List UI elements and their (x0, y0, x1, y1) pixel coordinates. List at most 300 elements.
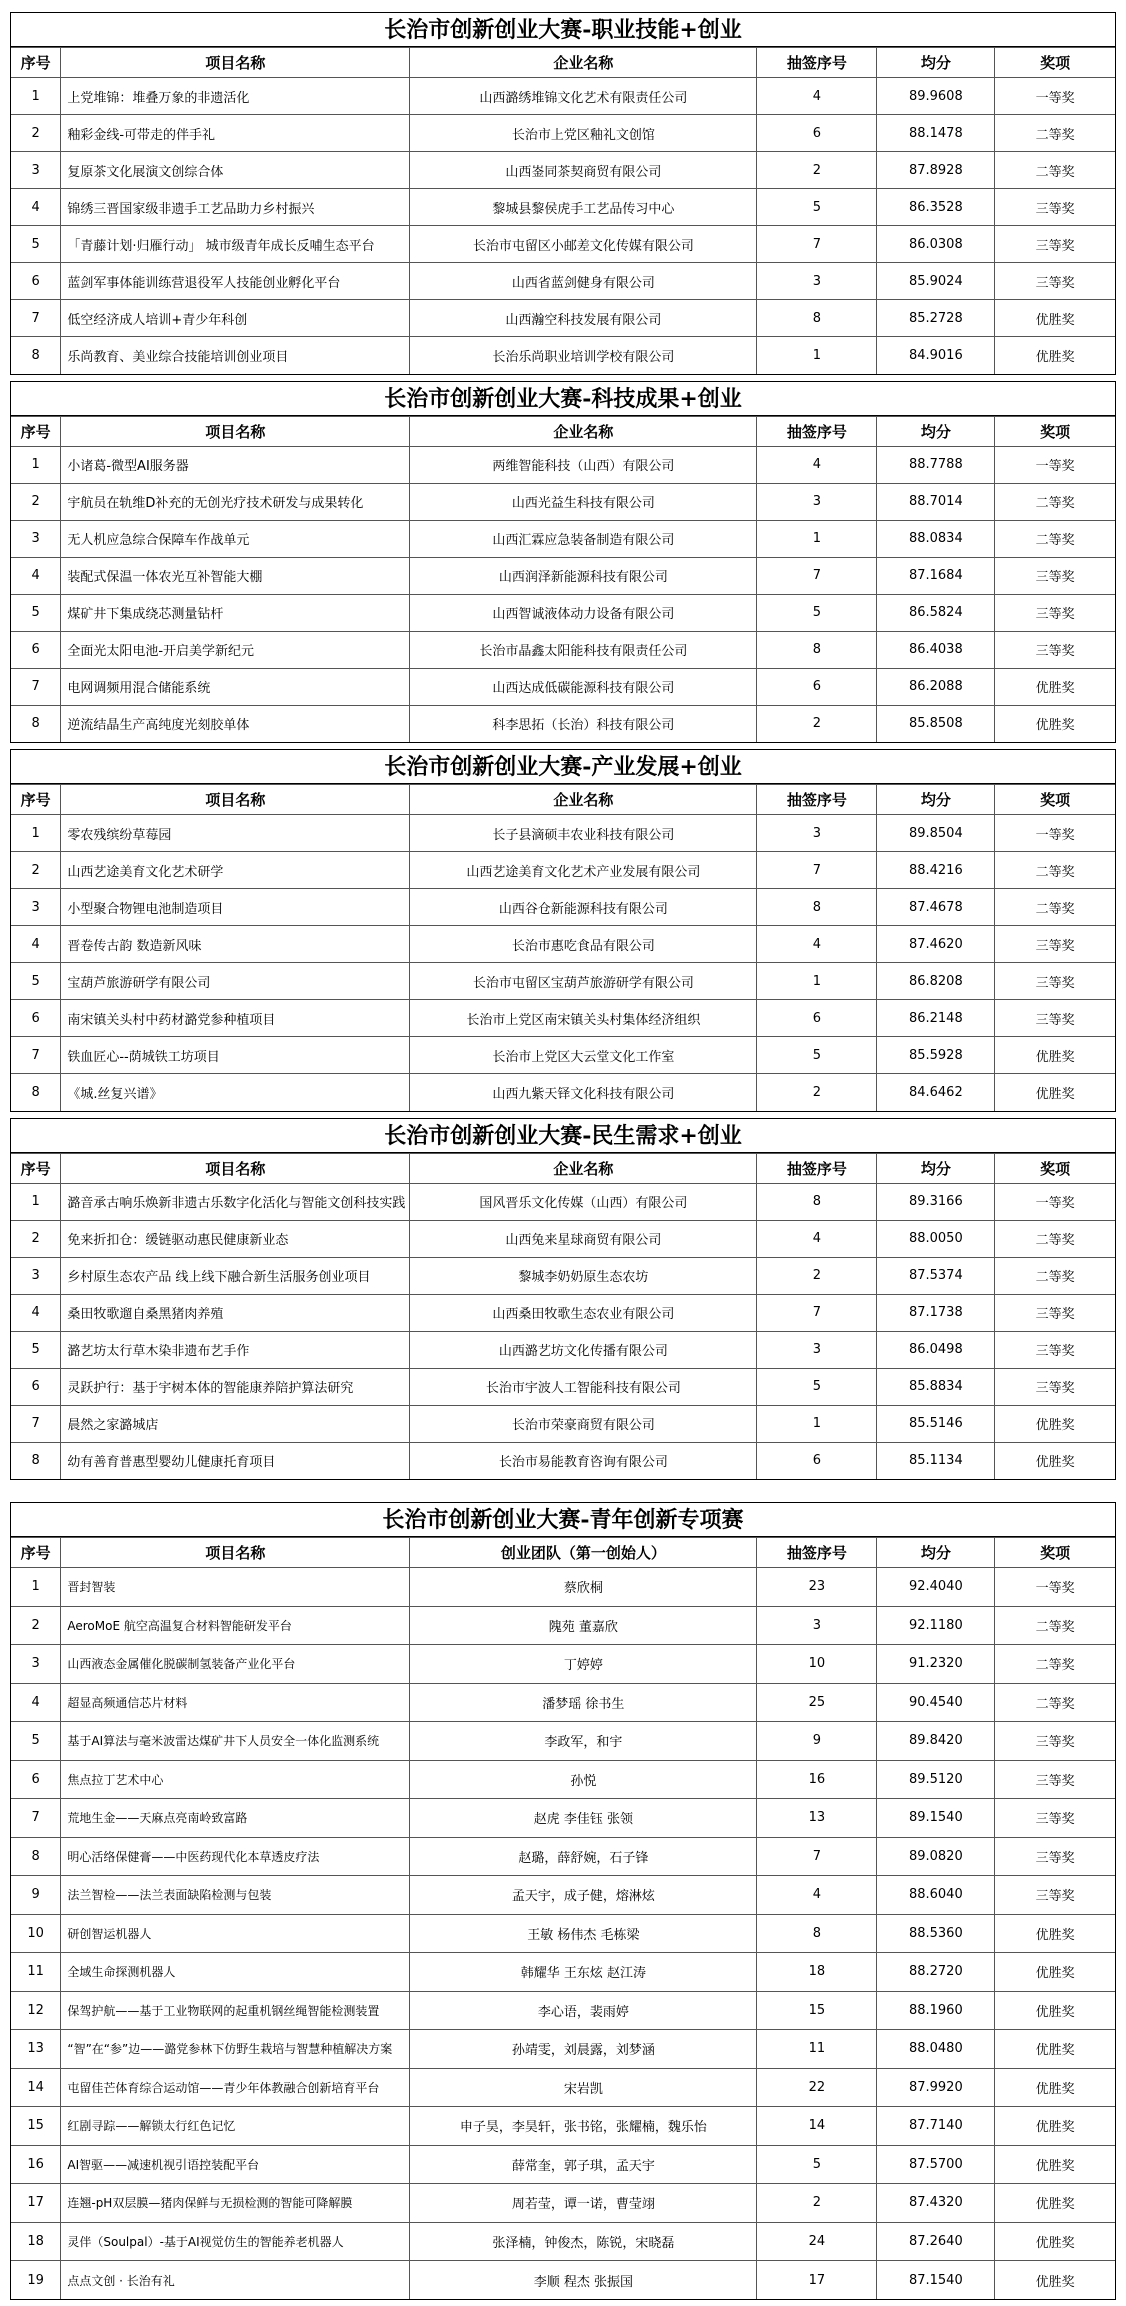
cell-award: 三等奖 (995, 926, 1115, 963)
cell-index: 1 (11, 1183, 61, 1220)
cell-company-name: 山西艺途美育文化艺术产业发展有限公司 (410, 852, 757, 889)
cell-draw-number: 7 (757, 557, 877, 594)
table-row (11, 1220, 1115, 1257)
cell-company-name: 山西汇霖应急装备制造有限公司 (410, 520, 757, 557)
cell-award: 优胜奖 (995, 2068, 1115, 2107)
cell-company-name: 薛常奎，郭子琪，孟天宇 (410, 2145, 757, 2184)
cell-index: 2 (11, 483, 61, 520)
cell-project-name: 点点文创 · 长治有礼 (61, 2261, 410, 2300)
cell-award: 三等奖 (995, 263, 1115, 300)
table-row (11, 520, 1115, 557)
cell-company-name: 黎城县黎侯虎手工艺品传习中心 (410, 189, 757, 226)
cell-index: 8 (11, 337, 61, 374)
column-header-index: 序号 (11, 1538, 61, 1568)
cell-draw-number: 8 (757, 300, 877, 337)
cell-project-name: 上党堆锦：堆叠万象的非遗活化 (61, 78, 410, 115)
cell-award: 优胜奖 (995, 1074, 1115, 1111)
table-row (11, 1606, 1115, 1645)
cell-average-score: 85.9024 (877, 263, 995, 300)
cell-average-score: 88.0480 (877, 2030, 995, 2069)
cell-project-name: 荒地生金——天麻点亮南岭致富路 (61, 1799, 410, 1838)
table-row (11, 963, 1115, 1000)
results-table (11, 416, 1115, 743)
cell-award: 三等奖 (995, 631, 1115, 668)
cell-index: 7 (11, 668, 61, 705)
cell-draw-number: 5 (757, 1037, 877, 1074)
cell-average-score: 88.4216 (877, 852, 995, 889)
cell-draw-number: 16 (757, 1760, 877, 1799)
cell-index: 3 (11, 152, 61, 189)
header-row (11, 48, 1115, 78)
cell-index: 3 (11, 520, 61, 557)
cell-award: 优胜奖 (995, 1914, 1115, 1953)
cell-index: 5 (11, 594, 61, 631)
cell-draw-number: 15 (757, 1991, 877, 2030)
cell-award: 三等奖 (995, 1000, 1115, 1037)
cell-company-name: 蔡欣桐 (410, 1568, 757, 1607)
cell-project-name: 免来折扣仓：缓链驱动惠民健康新业态 (61, 1220, 410, 1257)
cell-average-score: 87.1684 (877, 557, 995, 594)
header-row (11, 1153, 1115, 1183)
cell-project-name: 明心活络保健膏——中医药现代化本草透皮疗法 (61, 1837, 410, 1876)
cell-draw-number: 18 (757, 1953, 877, 1992)
cell-company-name: 两维智能科技（山西）有限公司 (410, 446, 757, 483)
cell-index: 7 (11, 1799, 61, 1838)
cell-index: 3 (11, 1645, 61, 1684)
results-section (10, 1118, 1116, 1481)
cell-index: 3 (11, 889, 61, 926)
column-header-company-name: 企业名称 (410, 785, 757, 815)
cell-draw-number: 1 (757, 337, 877, 374)
cell-average-score: 87.8928 (877, 152, 995, 189)
cell-company-name: 长治市上党区南宋镇关头村集体经济组织 (410, 1000, 757, 1037)
table-row (11, 2068, 1115, 2107)
cell-project-name: 屯留佳芒体育综合运动馆——青少年体教融合创新培育平台 (61, 2068, 410, 2107)
cell-award: 二等奖 (995, 1645, 1115, 1684)
cell-average-score: 84.9016 (877, 337, 995, 374)
cell-project-name: 晋封智装 (61, 1568, 410, 1607)
table-row (11, 446, 1115, 483)
column-header-award: 奖项 (995, 1153, 1115, 1183)
column-header-draw-number: 抽签序号 (757, 48, 877, 78)
cell-company-name: 赵虎 李佳钰 张领 (410, 1799, 757, 1838)
table-row (11, 2145, 1115, 2184)
cell-company-name: 长子县滴硕丰农业科技有限公司 (410, 815, 757, 852)
cell-project-name: 「青藤计划·归雁行动」 城市级青年成长反哺生态平台 (61, 226, 410, 263)
table-row (11, 1568, 1115, 1607)
table-row (11, 557, 1115, 594)
table-row (11, 1037, 1115, 1074)
cell-company-name: 赵璐，薛舒婉，石子锋 (410, 1837, 757, 1876)
table-row (11, 263, 1115, 300)
cell-project-name: 红剧寻踪——解锁太行红色记忆 (61, 2107, 410, 2146)
cell-draw-number: 6 (757, 668, 877, 705)
cell-project-name: 焦点拉丁艺术中心 (61, 1760, 410, 1799)
cell-company-name: 潘梦瑶 徐书生 (410, 1683, 757, 1722)
cell-award: 三等奖 (995, 1294, 1115, 1331)
cell-company-name: 山西桑田牧歌生态农业有限公司 (410, 1294, 757, 1331)
cell-index: 4 (11, 1294, 61, 1331)
cell-company-name: 山西省蓝剑健身有限公司 (410, 263, 757, 300)
cell-company-name: 孟天宇，成子健，熔淋炫 (410, 1876, 757, 1915)
cell-average-score: 86.2088 (877, 668, 995, 705)
table-row (11, 152, 1115, 189)
cell-average-score: 89.8420 (877, 1722, 995, 1761)
cell-project-name: 连翘-pH双层膜—猪肉保鲜与无损检测的智能可降解膜 (61, 2184, 410, 2223)
table-row (11, 594, 1115, 631)
cell-project-name: 蓝剑军事体能训练营退役军人技能创业孵化平台 (61, 263, 410, 300)
cell-award: 优胜奖 (995, 1953, 1115, 1992)
cell-average-score: 87.2640 (877, 2222, 995, 2261)
cell-award: 二等奖 (995, 1257, 1115, 1294)
cell-draw-number: 3 (757, 263, 877, 300)
table-row (11, 2222, 1115, 2261)
cell-award: 优胜奖 (995, 668, 1115, 705)
cell-project-name: 复原茶文化展演文创综合体 (61, 152, 410, 189)
cell-average-score: 87.1540 (877, 2261, 995, 2300)
cell-project-name: 基于AI算法与毫米波雷达煤矿井下人员安全一体化监测系统 (61, 1722, 410, 1761)
cell-award: 优胜奖 (995, 2222, 1115, 2261)
cell-draw-number: 6 (757, 1000, 877, 1037)
cell-average-score: 85.2728 (877, 300, 995, 337)
cell-project-name: 南宋镇关头村中药材潞党参种植项目 (61, 1000, 410, 1037)
cell-project-name: 煤矿井下集成绕芯测量钻杆 (61, 594, 410, 631)
cell-project-name: 幼有善育普惠型婴幼儿健康托育项目 (61, 1442, 410, 1479)
cell-company-name: 长治市宇波人工智能科技有限公司 (410, 1368, 757, 1405)
column-header-project-name: 项目名称 (61, 1538, 410, 1568)
cell-award: 三等奖 (995, 226, 1115, 263)
cell-index: 1 (11, 1568, 61, 1607)
table-row (11, 1722, 1115, 1761)
cell-project-name: 桑田牧歌遛自桑黑猪肉养殖 (61, 1294, 410, 1331)
cell-project-name: 锦绣三晋国家级非遗手工艺品助力乡村振兴 (61, 189, 410, 226)
column-header-draw-number: 抽签序号 (757, 1538, 877, 1568)
cell-index: 8 (11, 705, 61, 742)
cell-index: 13 (11, 2030, 61, 2069)
cell-index: 4 (11, 926, 61, 963)
cell-draw-number: 25 (757, 1683, 877, 1722)
cell-draw-number: 3 (757, 483, 877, 520)
cell-index: 3 (11, 1257, 61, 1294)
cell-index: 1 (11, 815, 61, 852)
section-title: 长治市创新创业大赛-职业技能+创业 (11, 13, 1115, 47)
cell-index: 6 (11, 1760, 61, 1799)
cell-award: 优胜奖 (995, 705, 1115, 742)
cell-index: 17 (11, 2184, 61, 2223)
cell-index: 4 (11, 1683, 61, 1722)
cell-draw-number: 7 (757, 852, 877, 889)
cell-company-name: 山西润泽新能源科技有限公司 (410, 557, 757, 594)
cell-company-name: 宋岩凯 (410, 2068, 757, 2107)
cell-draw-number: 9 (757, 1722, 877, 1761)
cell-company-name: 长治乐尚职业培训学校有限公司 (410, 337, 757, 374)
cell-average-score: 85.8508 (877, 705, 995, 742)
table-row (11, 1294, 1115, 1331)
cell-average-score: 87.4678 (877, 889, 995, 926)
cell-company-name: 黎城李奶奶原生态农坊 (410, 1257, 757, 1294)
cell-average-score: 87.5374 (877, 1257, 995, 1294)
cell-company-name: 李顺 程杰 张振国 (410, 2261, 757, 2300)
cell-draw-number: 1 (757, 1405, 877, 1442)
cell-award: 一等奖 (995, 78, 1115, 115)
cell-draw-number: 2 (757, 152, 877, 189)
cell-index: 2 (11, 852, 61, 889)
cell-project-name: 《城.丝复兴谱》 (61, 1074, 410, 1111)
table-row (11, 1991, 1115, 2030)
table-row (11, 1799, 1115, 1838)
cell-company-name: 山西崟同茶契商贸有限公司 (410, 152, 757, 189)
cell-award: 一等奖 (995, 1568, 1115, 1607)
cell-average-score: 88.7788 (877, 446, 995, 483)
cell-company-name: 孙悦 (410, 1760, 757, 1799)
cell-project-name: 保驾护航——基于工业物联网的起重机钢丝绳智能检测装置 (61, 1991, 410, 2030)
results-section (10, 749, 1116, 1112)
cell-average-score: 86.0308 (877, 226, 995, 263)
cell-draw-number: 4 (757, 1220, 877, 1257)
cell-index: 14 (11, 2068, 61, 2107)
cell-draw-number: 23 (757, 1568, 877, 1607)
results-section (10, 381, 1116, 744)
cell-average-score: 87.4320 (877, 2184, 995, 2223)
cell-index: 7 (11, 300, 61, 337)
cell-company-name: 李心语，裴雨婷 (410, 1991, 757, 2030)
table-row (11, 2261, 1115, 2300)
column-header-average-score: 均分 (877, 1538, 995, 1568)
cell-award: 优胜奖 (995, 2145, 1115, 2184)
column-header-company-name: 企业名称 (410, 1153, 757, 1183)
table-row (11, 2030, 1115, 2069)
cell-average-score: 87.4620 (877, 926, 995, 963)
table-row (11, 1257, 1115, 1294)
cell-award: 三等奖 (995, 1837, 1115, 1876)
cell-award: 二等奖 (995, 115, 1115, 152)
cell-award: 优胜奖 (995, 2030, 1115, 2069)
cell-average-score: 89.9608 (877, 78, 995, 115)
cell-draw-number: 14 (757, 2107, 877, 2146)
column-header-project-name: 项目名称 (61, 48, 410, 78)
section-title: 长治市创新创业大赛-科技成果+创业 (11, 382, 1115, 416)
cell-project-name: 小型聚合物锂电池制造项目 (61, 889, 410, 926)
cell-draw-number: 8 (757, 631, 877, 668)
cell-project-name: 晋卷传古韵 数造新风味 (61, 926, 410, 963)
cell-average-score: 84.6462 (877, 1074, 995, 1111)
cell-project-name: 零农残缤纷草莓园 (61, 815, 410, 852)
cell-award: 优胜奖 (995, 1037, 1115, 1074)
column-header-award: 奖项 (995, 1538, 1115, 1568)
cell-company-name: 丁婷婷 (410, 1645, 757, 1684)
cell-index: 8 (11, 1442, 61, 1479)
cell-award: 优胜奖 (995, 300, 1115, 337)
cell-average-score: 89.0820 (877, 1837, 995, 1876)
cell-company-name: 山西谷仓新能源科技有限公司 (410, 889, 757, 926)
table-row (11, 78, 1115, 115)
cell-award: 二等奖 (995, 1606, 1115, 1645)
cell-index: 6 (11, 1368, 61, 1405)
table-row (11, 1368, 1115, 1405)
cell-draw-number: 22 (757, 2068, 877, 2107)
table-row (11, 1876, 1115, 1915)
cell-average-score: 86.4038 (877, 631, 995, 668)
cell-draw-number: 24 (757, 2222, 877, 2261)
cell-company-name: 张泽楠，钟俊杰，陈锐，宋晓磊 (410, 2222, 757, 2261)
column-header-average-score: 均分 (877, 785, 995, 815)
cell-index: 8 (11, 1837, 61, 1876)
cell-company-name: 隗苑 董嘉欣 (410, 1606, 757, 1645)
cell-average-score: 88.5360 (877, 1914, 995, 1953)
cell-award: 三等奖 (995, 557, 1115, 594)
cell-project-name: 超显高频通信芯片材料 (61, 1683, 410, 1722)
column-header-average-score: 均分 (877, 416, 995, 446)
cell-draw-number: 10 (757, 1645, 877, 1684)
table-row (11, 1405, 1115, 1442)
cell-average-score: 88.1960 (877, 1991, 995, 2030)
results-table (11, 1153, 1115, 1480)
cell-draw-number: 8 (757, 1914, 877, 1953)
cell-index: 8 (11, 1074, 61, 1111)
cell-award: 一等奖 (995, 446, 1115, 483)
cell-award: 二等奖 (995, 1220, 1115, 1257)
column-header-project-name: 项目名称 (61, 416, 410, 446)
cell-project-name: 山西液态金属催化脱碳制氢装备产业化平台 (61, 1645, 410, 1684)
cell-average-score: 88.0834 (877, 520, 995, 557)
cell-project-name: 逆流结晶生产高纯度光刻胶单体 (61, 705, 410, 742)
header-row (11, 416, 1115, 446)
cell-draw-number: 8 (757, 1183, 877, 1220)
cell-award: 优胜奖 (995, 1442, 1115, 1479)
cell-draw-number: 1 (757, 520, 877, 557)
cell-draw-number: 3 (757, 1331, 877, 1368)
cell-average-score: 91.2320 (877, 1645, 995, 1684)
cell-index: 16 (11, 2145, 61, 2184)
cell-index: 2 (11, 1606, 61, 1645)
table-row (11, 1837, 1115, 1876)
cell-project-name: 乡村原生态农产品 线上线下融合新生活服务创业项目 (61, 1257, 410, 1294)
cell-company-name: 山西潞艺坊文化传播有限公司 (410, 1331, 757, 1368)
column-header-index: 序号 (11, 48, 61, 78)
table-row (11, 483, 1115, 520)
table-row (11, 2107, 1115, 2146)
cell-average-score: 86.5824 (877, 594, 995, 631)
column-header-average-score: 均分 (877, 48, 995, 78)
cell-draw-number: 3 (757, 1606, 877, 1645)
cell-draw-number: 4 (757, 78, 877, 115)
cell-company-name: 长治市屯留区宝葫芦旅游研学有限公司 (410, 963, 757, 1000)
cell-draw-number: 11 (757, 2030, 877, 2069)
table-row (11, 115, 1115, 152)
cell-project-name: AeroMoE 航空高温复合材料智能研发平台 (61, 1606, 410, 1645)
table-row (11, 1645, 1115, 1684)
cell-draw-number: 1 (757, 963, 877, 1000)
cell-company-name: 科李思拓（长治）科技有限公司 (410, 705, 757, 742)
cell-draw-number: 13 (757, 1799, 877, 1838)
cell-company-name: 长治市易能教育咨询有限公司 (410, 1442, 757, 1479)
cell-average-score: 92.1180 (877, 1606, 995, 1645)
cell-project-name: 全域生命探测机器人 (61, 1953, 410, 1992)
cell-index: 5 (11, 1722, 61, 1761)
cell-average-score: 89.8504 (877, 815, 995, 852)
cell-award: 三等奖 (995, 189, 1115, 226)
column-header-index: 序号 (11, 416, 61, 446)
cell-index: 7 (11, 1405, 61, 1442)
cell-award: 三等奖 (995, 1331, 1115, 1368)
cell-index: 6 (11, 631, 61, 668)
cell-average-score: 86.3528 (877, 189, 995, 226)
cell-average-score: 86.2148 (877, 1000, 995, 1037)
section-title: 长治市创新创业大赛-产业发展+创业 (11, 750, 1115, 784)
column-header-award: 奖项 (995, 48, 1115, 78)
cell-index: 2 (11, 115, 61, 152)
cell-index: 2 (11, 1220, 61, 1257)
cell-index: 6 (11, 1000, 61, 1037)
cell-award: 二等奖 (995, 852, 1115, 889)
results-table (11, 47, 1115, 374)
cell-index: 6 (11, 263, 61, 300)
cell-draw-number: 5 (757, 1368, 877, 1405)
table-row (11, 705, 1115, 742)
table-row (11, 1914, 1115, 1953)
cell-project-name: 灵跃护行：基于宇树本体的智能康养陪护算法研究 (61, 1368, 410, 1405)
cell-project-name: 法兰智检——法兰表面缺陷检测与包装 (61, 1876, 410, 1915)
cell-company-name: 长治市上党区大云堂文化工作室 (410, 1037, 757, 1074)
column-header-company-name: 企业名称 (410, 416, 757, 446)
column-header-company-name: 创业团队（第一创始人） (410, 1538, 757, 1568)
table-row (11, 1074, 1115, 1111)
cell-award: 二等奖 (995, 889, 1115, 926)
cell-draw-number: 17 (757, 2261, 877, 2300)
cell-award: 二等奖 (995, 1683, 1115, 1722)
cell-index: 5 (11, 226, 61, 263)
cell-company-name: 韩耀华 王东炫 赵江涛 (410, 1953, 757, 1992)
cell-draw-number: 2 (757, 1257, 877, 1294)
cell-average-score: 86.8208 (877, 963, 995, 1000)
cell-index: 12 (11, 1991, 61, 2030)
cell-company-name: 长治市惠吃食品有限公司 (410, 926, 757, 963)
cell-average-score: 88.1478 (877, 115, 995, 152)
cell-average-score: 88.0050 (877, 1220, 995, 1257)
cell-project-name: 潞艺坊太行草木染非遗布艺手作 (61, 1331, 410, 1368)
results-table (11, 784, 1115, 1111)
cell-award: 二等奖 (995, 520, 1115, 557)
cell-award: 三等奖 (995, 1722, 1115, 1761)
table-row (11, 1442, 1115, 1479)
cell-award: 三等奖 (995, 1799, 1115, 1838)
cell-award: 优胜奖 (995, 337, 1115, 374)
cell-company-name: 山西九紫天铎文化科技有限公司 (410, 1074, 757, 1111)
column-header-index: 序号 (11, 1153, 61, 1183)
column-header-index: 序号 (11, 785, 61, 815)
column-header-award: 奖项 (995, 416, 1115, 446)
cell-draw-number: 5 (757, 189, 877, 226)
cell-project-name: 铁血匠心--荫城铁工坊项目 (61, 1037, 410, 1074)
cell-project-name: 低空经济成人培训+青少年科创 (61, 300, 410, 337)
cell-company-name: 山西智诚液体动力设备有限公司 (410, 594, 757, 631)
cell-award: 一等奖 (995, 1183, 1115, 1220)
cell-draw-number: 8 (757, 889, 877, 926)
cell-index: 4 (11, 189, 61, 226)
cell-award: 三等奖 (995, 1876, 1115, 1915)
column-header-company-name: 企业名称 (410, 48, 757, 78)
cell-average-score: 88.6040 (877, 1876, 995, 1915)
cell-average-score: 85.8834 (877, 1368, 995, 1405)
cell-award: 优胜奖 (995, 1991, 1115, 2030)
cell-average-score: 87.7140 (877, 2107, 995, 2146)
table-row (11, 889, 1115, 926)
column-header-project-name: 项目名称 (61, 785, 410, 815)
cell-draw-number: 5 (757, 594, 877, 631)
cell-company-name: 山西兔来星球商贸有限公司 (410, 1220, 757, 1257)
section-title: 长治市创新创业大赛-民生需求+创业 (11, 1119, 1115, 1153)
cell-award: 一等奖 (995, 815, 1115, 852)
